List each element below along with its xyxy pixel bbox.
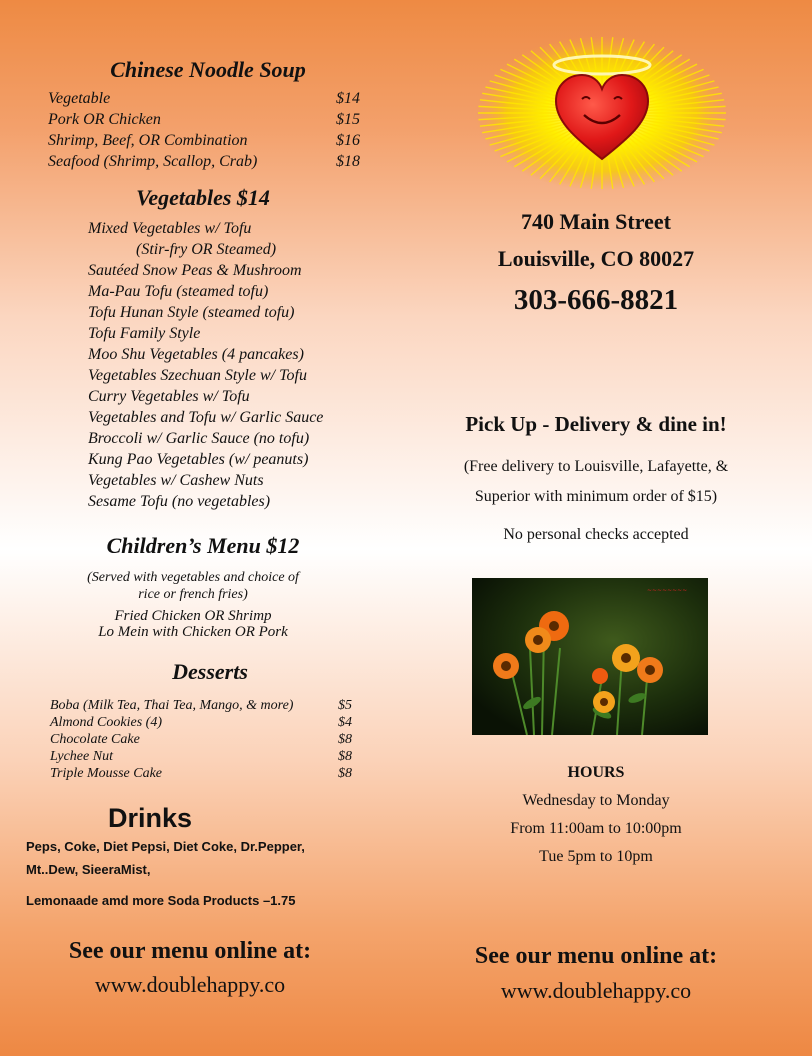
website-url-left[interactable]: www.doublehappy.co (94, 972, 286, 997)
vegetable-item: Moo Shu Vegetables (4 pancakes) (88, 346, 304, 363)
vegetable-item: Vegetables Szechuan Style w/ Tofu (88, 367, 307, 384)
dessert-item-price: $8 (338, 732, 352, 747)
childrens-menu-title: Children’s Menu $12 (106, 533, 300, 558)
dessert-item-price: $5 (338, 698, 352, 713)
drinks-line: Lemonaade amd more Soda Products –1.75 (26, 893, 296, 908)
drinks-title: Drinks (108, 803, 193, 833)
delivery-note: Superior with minimum order of $15) (474, 488, 718, 505)
vegetable-item: Sesame Tofu (no vegetables) (88, 493, 271, 510)
dessert-item-name: Chocolate Cake (50, 732, 140, 747)
vegetable-item-note: (Stir-fry OR Steamed) (136, 241, 277, 258)
dessert-item-name: Lychee Nut (50, 749, 113, 764)
childrens-menu-note: (Served with vegetables and choice of (87, 570, 299, 585)
vegetable-item: Ma-Pau Tofu (steamed tofu) (88, 283, 269, 300)
website-url-right[interactable]: www.doublehappy.co (500, 978, 692, 1003)
address-street: 740 Main Street (521, 209, 671, 234)
vegetable-item: Tofu Hunan Style (steamed tofu) (88, 304, 295, 321)
dessert-item-price: $8 (338, 766, 352, 781)
sun-heart-logo (474, 35, 730, 191)
checks-note: No personal checks accepted (503, 526, 689, 543)
address-city: Louisville, CO 80027 (497, 246, 695, 271)
hours-line: From 11:00am to 10:00pm (510, 820, 682, 837)
childrens-menu-note: rice or french fries) (138, 587, 248, 602)
hours-line: Tue 5pm to 10pm (539, 848, 653, 865)
flower-photo (472, 578, 708, 735)
vegetable-item: Sautéed Snow Peas & Mushroom (88, 262, 302, 279)
service-headline: Pick Up - Delivery & dine in! (465, 412, 727, 436)
dessert-item-name: Triple Mousse Cake (50, 766, 162, 781)
vegetable-item: Curry Vegetables w/ Tofu (88, 388, 250, 405)
vegetable-item: Broccoli w/ Garlic Sauce (no tofu) (88, 430, 310, 447)
childrens-menu-item: Lo Mein with Chicken OR Pork (98, 624, 288, 640)
noodle-item-price: $15 (336, 111, 360, 128)
noodle-item-name: Vegetable (48, 90, 111, 107)
hours-line: Wednesday to Monday (522, 792, 670, 809)
delivery-note: (Free delivery to Louisville, Lafayette, & (463, 458, 729, 475)
vegetables-title: Vegetables $14 (136, 185, 270, 210)
online-heading-left: See our menu online at: (68, 938, 312, 964)
dessert-item-name: Boba (Milk Tea, Thai Tea, Mango, & more) (50, 698, 294, 713)
dessert-item-price: $4 (338, 715, 352, 730)
vegetable-item: Tofu Family Style (88, 325, 201, 342)
drinks-line: Peps, Coke, Diet Pepsi, Diet Coke, Dr.Pepper, (26, 839, 305, 854)
noodle-item-name: Seafood (Shrimp, Scallop, Crab) (48, 153, 258, 170)
noodle-soup-title: Chinese Noodle Soup (110, 57, 306, 82)
childrens-menu-item: Fried Chicken OR Shrimp (114, 608, 272, 624)
dessert-item-price: $8 (338, 749, 352, 764)
vegetable-item: Vegetables and Tofu w/ Garlic Sauce (88, 409, 324, 426)
online-heading-right: See our menu online at: (474, 943, 718, 969)
vegetable-item: Kung Pao Vegetables (w/ peanuts) (88, 451, 309, 468)
noodle-item-name: Shrimp, Beef, OR Combination (48, 132, 248, 149)
noodle-item-price: $16 (336, 132, 360, 149)
dessert-item-name: Almond Cookies (4) (50, 715, 162, 730)
vegetable-item: Vegetables w/ Cashew Nuts (88, 472, 264, 489)
svg-text:~~~~~~~~: ~~~~~~~~ (647, 587, 688, 594)
vegetable-item: Mixed Vegetables w/ Tofu (88, 220, 252, 237)
noodle-item-name: Pork OR Chicken (48, 111, 161, 128)
noodle-item-price: $14 (336, 90, 360, 107)
phone-number[interactable]: 303-666-8821 (513, 284, 679, 316)
desserts-title: Desserts (172, 659, 248, 684)
drinks-line: Mt..Dew, SieeraMist, (26, 862, 151, 877)
noodle-item-price: $18 (336, 153, 360, 170)
hours-title: HOURS (567, 764, 625, 781)
